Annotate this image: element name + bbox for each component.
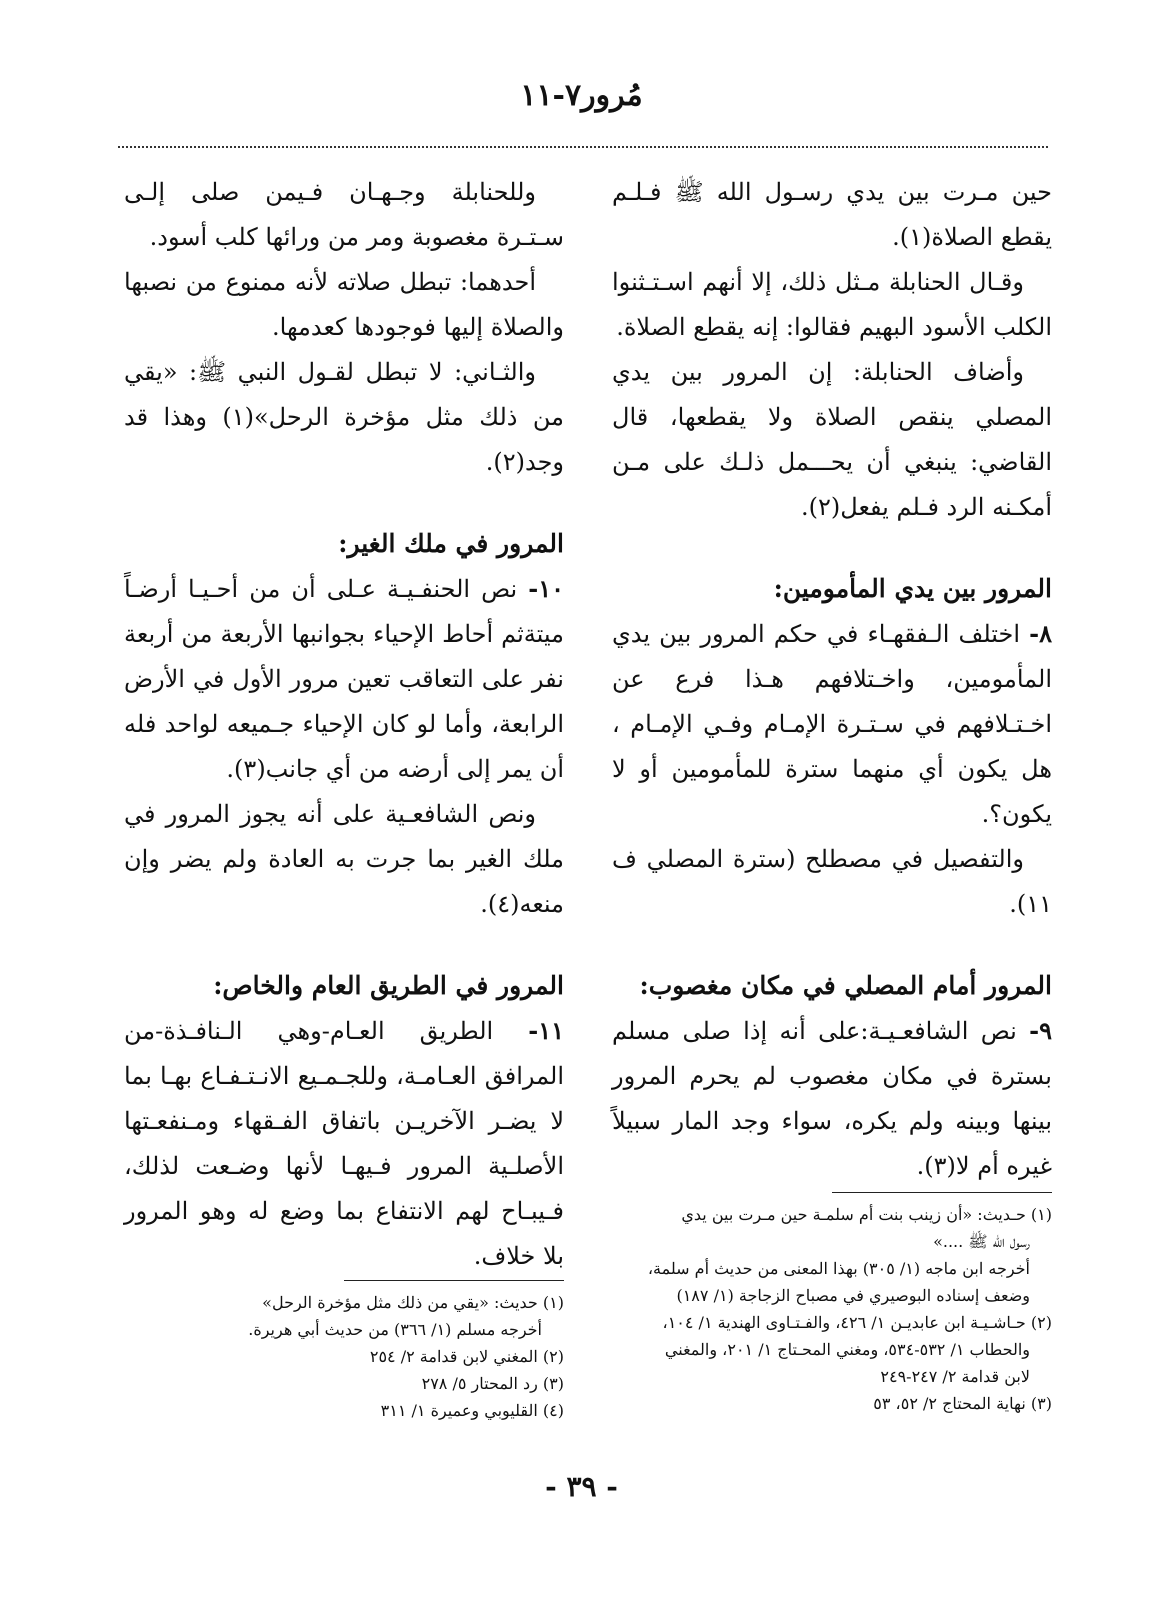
right-paragraph-3: وأضاف الحنابلة: إن المرور بين يدي المصلي ينقص الصلاة ولا يقطعها، قال القاضي: ينبغي أن يحـــمل ذلـك على مـن أمكـنه الرد فـلم يفعل(٢). xyxy=(612,358,1052,521)
header-dotted-rule xyxy=(118,146,1048,148)
footnote-line: لابن قدامة ٢/ ٢٤٧-٢٤٩ xyxy=(880,1367,1030,1386)
clause-number-9: ٩- xyxy=(1029,1016,1052,1045)
section-heading-usurped-place: المرور أمام المصلي في مكان مغصوب: xyxy=(639,971,1052,1000)
footnote-line: (١) حديث: «يقي من ذلك مثل مؤخرة الرحل» xyxy=(262,1293,564,1312)
left-paragraph-4-text: نص الحنفـيـة عـلى أن من أحـيـا أرضـاً ميتةثم أحاط الإحياء بجوانبها الأربعة من أربعة نفر على التعاقب تعين مرور الأول في الأرض الرابعة، وأما لو كان الإحياء جـميعه لواحد فله أن يمر إلى أرضه من أي جانب(٣). xyxy=(124,575,564,783)
left-paragraph-5: ونص الشافعـية على أنه يجوز المرور في ملك الغير بما جرت به العادة ولم يضر وإن منعه(٤). xyxy=(124,800,564,918)
section-heading-others-property: المرور في ملك الغير: xyxy=(338,529,564,558)
clause-number-8: ٨- xyxy=(1029,619,1052,648)
left-paragraph-6 xyxy=(124,1008,564,1279)
right-paragraph-4 xyxy=(612,611,1052,837)
footnote-line: (٣) نهاية المحتاج ٢/ ٥٢، ٥٣ xyxy=(873,1394,1052,1413)
left-paragraph-2: أحدهما: تبطل صلاته لأنه ممنوع من نصبها والصلاة إليها فوجودها كعدمها. xyxy=(124,268,564,341)
left-paragraph-6-text: الطريق العـام-وهي الـنافـذة-من المرافق العـامـة، وللجـمـيع الانـتـفـاع بهـا بما لا يضـر الآخريـن باتفاق الفـقهاء ومـنفعـتها الأصلـية المرور فـيهـا لأنها وضـعت لذلك، فـيبـاح لهم الانتفاع بما وضع له وهو المرور بلا خلاف. xyxy=(124,1017,564,1270)
footnotes-right xyxy=(612,1192,1052,1417)
right-paragraph-4-text: اختلف الـفقهـاء في حكم المرور بين يدي المأمومين، واخـتلافهم هـذا فرع عن اخـتـلافهم في سـتـرة الإمـام وفـي الإمـام ، هل يكون أي منهما سترة للمأمومين أو لا يكون؟. xyxy=(612,620,1052,828)
clause-number-10: ١٠- xyxy=(528,574,564,603)
footnote-line: (٢) حـاشـيـة ابن عابديـن ١/ ٤٢٦، والفـتـاوى الهندية ١/ ١٠٤، xyxy=(662,1313,1052,1332)
footnotes-left xyxy=(124,1280,564,1424)
footnote-line: والحطاب ١/ ٥٣٢-٥٣٤، ومغني المحـتاج ١/ ٢٠١، والمغني xyxy=(664,1340,1030,1359)
left-paragraph-1: وللحنابلة وجـهـان فـيمن صلى إلـى سـتـرة مغصوبة ومر من ورائها كلب أسود. xyxy=(124,178,564,251)
right-paragraph-6-text: نص الشافعـيـة:على أنه إذا صلى مسلم بسترة في مكان مغصوب لم يحرم المرور بينها وبينه ولم يكره، سواء وجد المار سبيلاً غيره أم لا(٣). xyxy=(612,1017,1052,1180)
footnote-line: (٤) القليوبي وعميرة ١/ ٣١١ xyxy=(380,1401,564,1420)
left-paragraph-3: والثـاني: لا تبطل لقـول النبي ﷺ: «يقي من ذلك مثل مؤخرة الرحل»(١) وهذا قد وجد(٢). xyxy=(124,358,565,476)
footnote-line: أخرجه مسلم (١/ ٣٦٦) من حديث أبي هريرة. xyxy=(248,1320,542,1339)
footnote-separator xyxy=(832,1192,1052,1193)
right-paragraph-6 xyxy=(612,1008,1052,1189)
right-paragraph-1: حين مـرت بين يدي رسـول الله ﷺ فـلـم يقطع الصلاة(١). xyxy=(612,178,1053,251)
right-paragraph-5: والتفصيل في مصطلح (سترة المصلي ف ١١). xyxy=(612,845,1052,918)
left-paragraph-4 xyxy=(124,566,564,792)
right-paragraph-2: وقـال الحنابلة مـثل ذلك، إلا أنهم اسـتـثنوا الكلب الأسود البهيم فقالوا: إنه يقطع الصلاة. xyxy=(612,268,1052,341)
footnote-line: أخرجه ابن ماجه (١/ ٣٠٥) بهذا المعنى من حديث أم سلمة، xyxy=(647,1259,1030,1278)
section-heading-passing-before-followers: المرور بين يدي المأمومين: xyxy=(773,574,1052,603)
clause-number-11: ١١- xyxy=(528,1016,564,1045)
footnote-line: رسول الله ﷺ ....» xyxy=(933,1232,1030,1251)
footnote-line: (٣) رد المحتار ٥/ ٢٧٨ xyxy=(421,1374,564,1393)
footnote-line: (٢) المغني لابن قدامة ٢/ ٢٥٤ xyxy=(369,1347,564,1366)
footnote-separator xyxy=(344,1280,564,1281)
right-column xyxy=(612,170,1052,1189)
page-header-title: مُرور٧-١١ xyxy=(520,78,643,113)
left-column xyxy=(124,170,564,1279)
footnote-line: (١) حـديث: «أن زينب بنت أم سلمـة حين مـرت بين يدي xyxy=(681,1205,1052,1224)
footnote-line: وضعف إسناده البوصيري في مصباح الزجاجة (١/ ١٨٧) xyxy=(676,1286,1030,1305)
section-heading-public-private-road: المرور في الطريق العام والخاص: xyxy=(213,971,564,1000)
page-number: - ٣٩ - xyxy=(545,1470,618,1503)
